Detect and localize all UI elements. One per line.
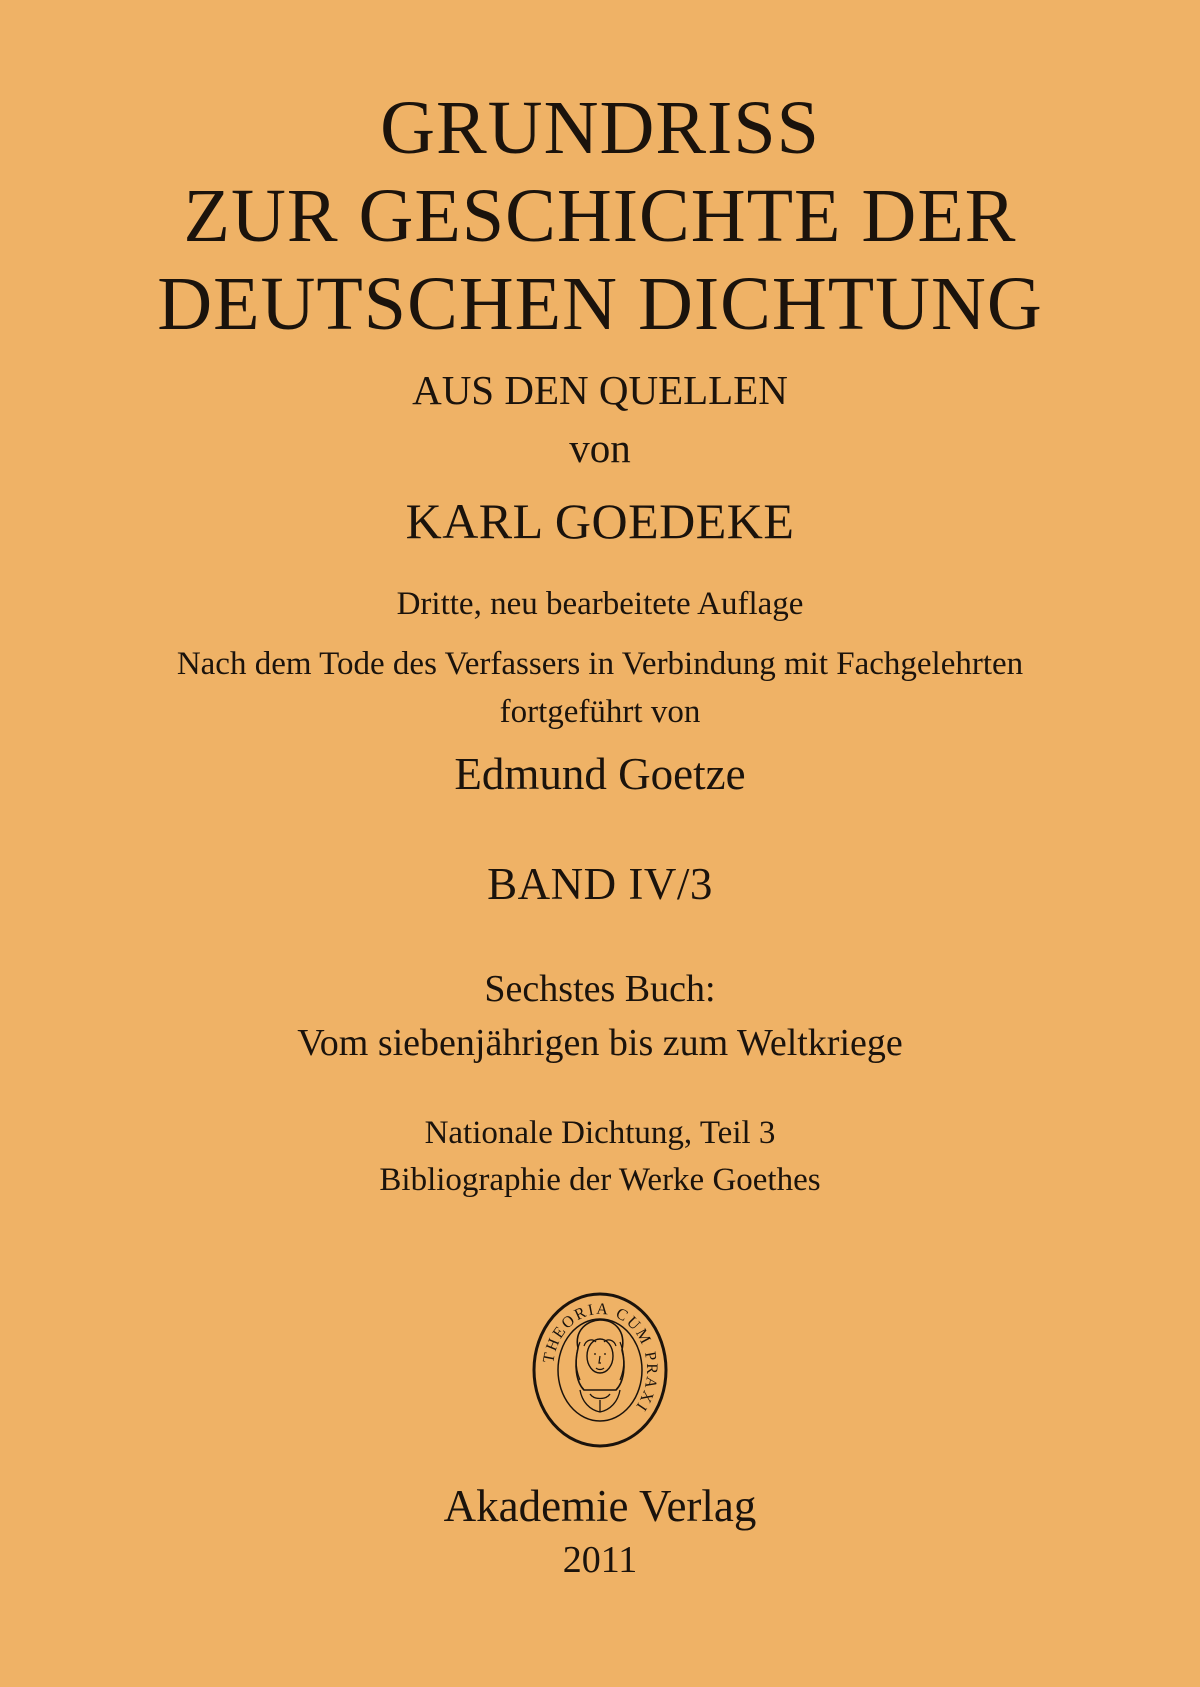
publication-year: 2011 [562,1539,638,1581]
title-line-1: GRUNDRISS [380,86,820,170]
publisher-name: Akademie Verlag [443,1481,757,1531]
by-line: von [569,425,631,471]
continuation-line-1: Nach dem Tode des Verfassers in Verbindung mit Fachgelehrten [176,646,1024,682]
book-line-2: Vom siebenjährigen bis zum Weltkriege [297,1022,903,1064]
svg-text:THEORIA CUM PRAXI: THEORIA CUM PRAXI [540,1300,661,1416]
book-line-1: Sechstes Buch: [484,968,716,1010]
title-line-3: DEUTSCHEN DICHTUNG [157,262,1043,346]
author-name: KARL GOEDEKE [405,493,795,549]
continuation-line-2: fortgeführt von [499,694,701,730]
part-line-2: Bibliographie der Werke Goethes [379,1162,821,1198]
title-line-2: ZUR GESCHICHTE DER [183,174,1017,258]
part-line-1: Nationale Dichtung, Teil 3 [424,1115,776,1151]
volume-number: BAND IV/3 [487,859,713,909]
editor-name: Edmund Goetze [454,749,746,799]
publisher-seal-icon [530,1290,670,1450]
subtitle: AUS DEN QUELLEN [412,367,788,413]
edition-note: Dritte, neu bearbeitete Auflage [396,586,804,622]
